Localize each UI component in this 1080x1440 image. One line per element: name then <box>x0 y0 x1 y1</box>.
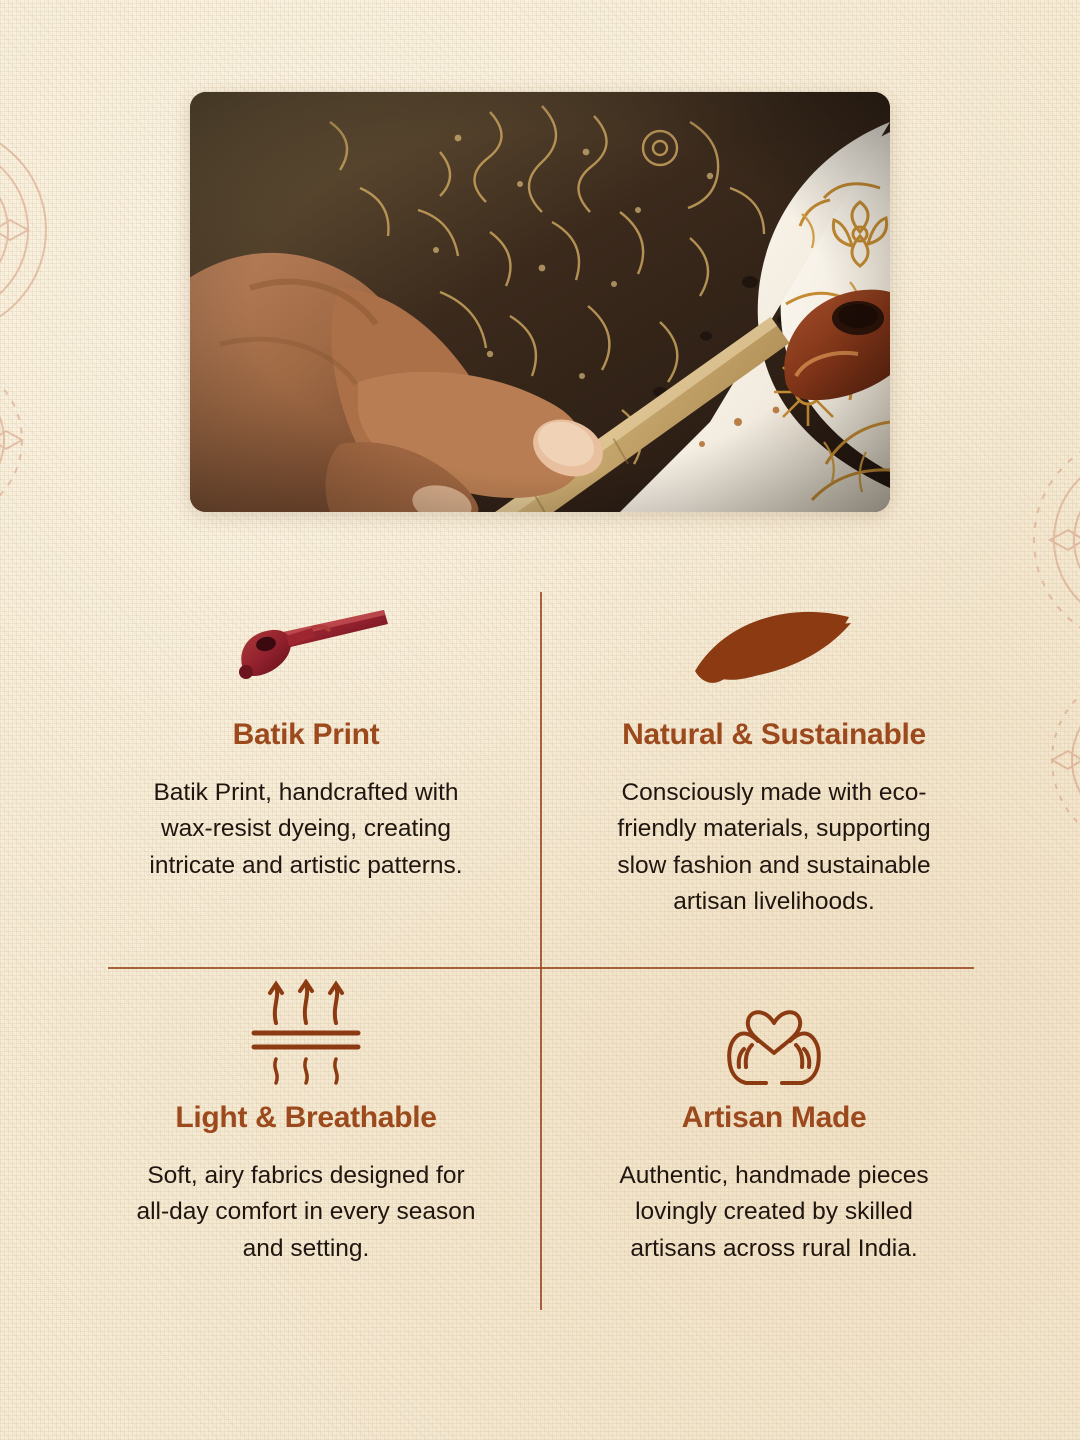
feature-card-natural-sustainable <box>540 585 980 950</box>
hands-holding-heart-icon <box>714 978 834 1088</box>
feature-title: Natural & Sustainable <box>622 718 926 751</box>
breathable-airflow-icon <box>246 978 366 1088</box>
feature-description: Authentic, handmade pieces lovingly created by skilled artisans across rural India. <box>619 1162 929 1262</box>
feature-title: Batik Print <box>232 718 380 751</box>
batik-artisan-illustration <box>190 92 890 512</box>
feature-title: Light & Breathable <box>175 1101 437 1134</box>
grid-divider-horizontal <box>108 967 974 969</box>
batik-artisan-photo <box>190 92 890 512</box>
leaf-icon <box>689 595 859 705</box>
feature-description: Soft, airy fabrics designed for all-day comfort in every season and setting. <box>136 1162 476 1262</box>
canting-tool-icon <box>216 595 396 705</box>
feature-description: Consciously made with eco-friendly materials, supporting slow fashion and sustainable artisan livelihoods. <box>617 779 931 915</box>
feature-card-light-breathable <box>100 950 540 1315</box>
feature-card-artisan-made <box>540 950 980 1315</box>
feature-title: Artisan Made <box>681 1101 867 1134</box>
grid-divider-vertical <box>540 592 542 1310</box>
feature-card-batik-print <box>100 585 540 950</box>
feature-description: Batik Print, handcrafted with wax-resist dyeing, creating intricate and artistic patterns. <box>149 779 463 879</box>
